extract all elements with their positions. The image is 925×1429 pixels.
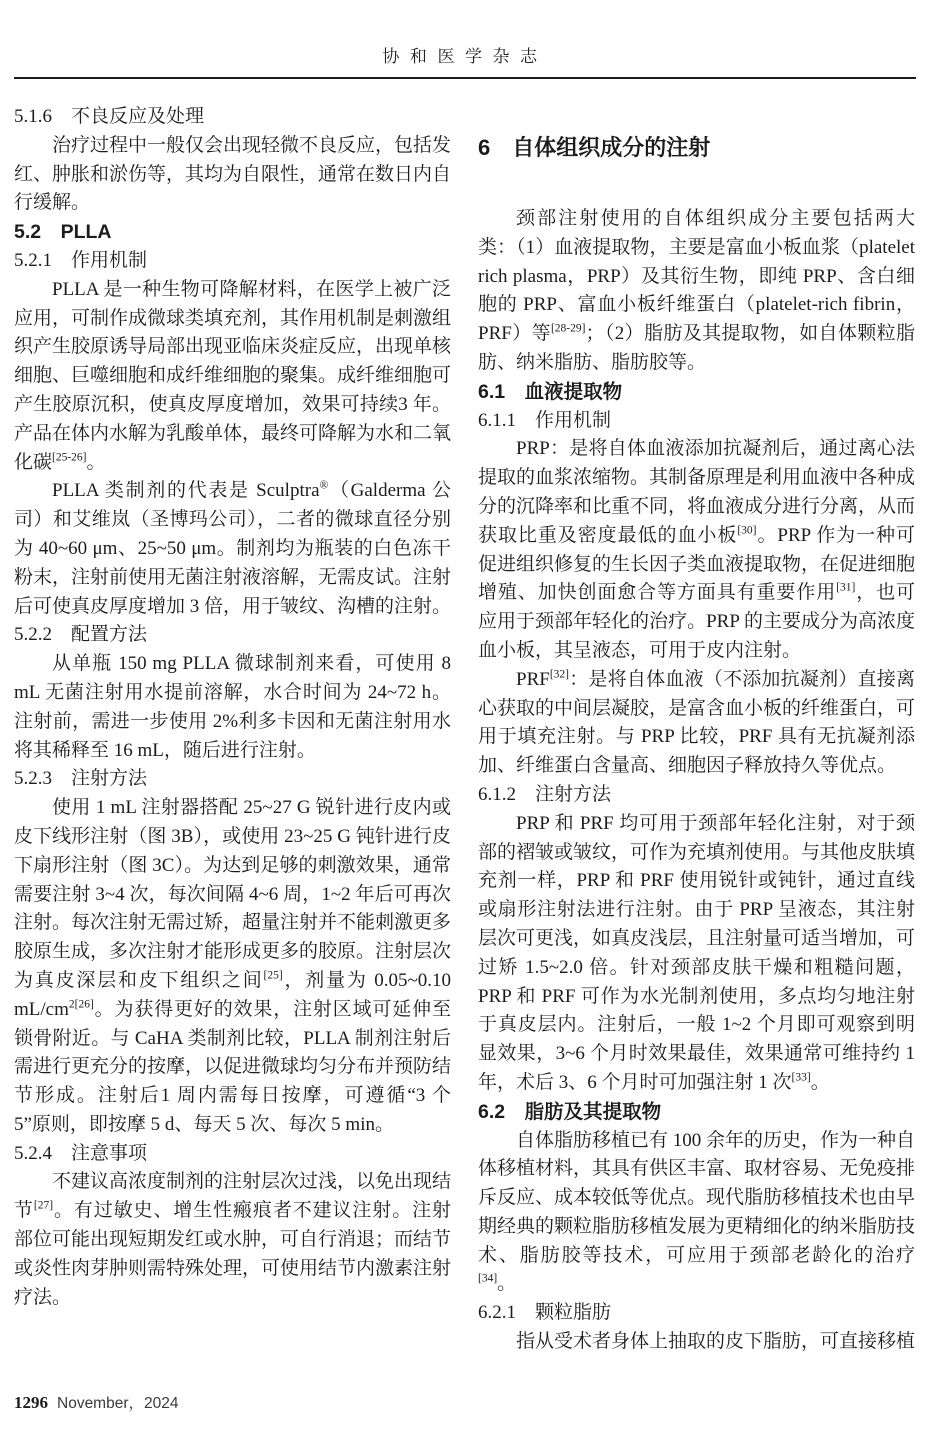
paragraph: 使用 1 mL 注射器搭配 25~27 G 锐针进行皮内或皮下线形注射（图 3B），或使用 23~25 G 钝针进行皮下扇形注射（图 3C）。为达到足够的刺激效果，通常需要注射 3~4 次，每次间隔 4~6 周，1~2 年后可再次注射。每次注射无需过矫，超量注射并不能刺激更多胶原生成，多次注射才能形成更多的胶原。注射层次为真皮深层和皮下组织之间[25]，剂量为 0.05~0.10 mL/cm$^{2[26]}$。为获得更好的效果，注射区域可延伸至锁骨附近。与 CaHA 类制剂比较，PLLA 制剂注射后需进行更充分的按摩，以促进微球均匀分布并预防结节形成。注射后1 周内需每日按摩，可遵循“3 个 5”原则，即按摩 5 d、每天 5 次、每次 5 min。	[14, 797, 452, 1135]
citation-ref: [25-26]	[52, 451, 87, 464]
subsubsection-heading: 5.2.1 作用机制	[14, 249, 148, 271]
paragraph: 治疗过程中一般仅会出现轻微不良反应，包括发红、肿胀和淤伤等，其均为自限性，通常在数日内自行缓解。	[14, 134, 452, 214]
paragraph: PRP 和 PRF 均可用于颈部年轻化注射，对于颈部的褶皱或皱纹，可作为充填剂使用。与其他皮肤填充剂一样，PRP 和 PRF 使用锐针或钝针，通过直线或扇形注射法进行注射。由于 PRP 呈液态，其注射层次可更浅，如真皮浅层，且注射量可适当增加，可过矫 1.5~2.0 倍。针对颈部皮肤干燥和粗糙问题，PRP 和 PRF 可作为水光制剂使用，多点均匀地注射于真皮层内。注射后，一般 1~2 个月即可观察到明显效果，3~6 个月时效果最佳，效果通常可维持约 1 年，术后 3、6 个月时可加强注射 1 次[33]。	[478, 812, 916, 1093]
subsubsection-heading: 5.2.2 配置方法	[14, 624, 148, 646]
citation-ref: [31]	[836, 582, 856, 595]
subsection-heading: 6.2 脂肪及其提取物	[478, 1100, 662, 1123]
subsubsection-heading: 6.1.1 作用机制	[478, 409, 612, 431]
paragraph: PLLA 类制剂的代表是 Sculptra®（Galderma 公司）和艾维岚（圣博玛公司），二者的微球直径分别为 40~60 μm、25~50 μm。制剂均为瓶装的白色冻干粉末，注射前使用无菌注射液溶解，无需皮试。注射后可使真皮厚度增加 3 倍，用于皱纹、沟槽的注射。	[14, 480, 452, 617]
citation-ref: ®	[319, 480, 329, 493]
paragraph: 颈部注射使用的自体组织成分主要包括两大类：（1）血液提取物，主要是富血小板血浆（platelet rich plasma，PRP）及其衍生物，即纯 PRP、含白细胞的 PRP、富血小板纤维蛋白（platelet-rich fibrin，PRF）等[28-29]；（2）脂肪及其提取物，如自体颗粒脂肪、纳米脂肪、脂肪胶等。	[478, 208, 915, 373]
section-heading: 6 自体组织成分的注射	[478, 135, 711, 160]
issue-date: November，2024	[57, 1395, 179, 1412]
citation-ref: [33]	[791, 1071, 811, 1084]
citation-ref: [25]	[263, 969, 283, 982]
paragraph: 从单瓶 150 mg PLLA 微球制剂来看，可使用 8 mL 无菌注射用水提前溶解，水合时间为 24~72 h。注射前，需进一步使用 2%利多卡因和无菌注射用水将其稀释至 16 mL，随后进行注射。	[14, 653, 451, 761]
article-body	[14, 103, 916, 1357]
paragraph: 不建议高浓度制剂的注射层次过浅，以免出现结节[27]。有过敏史、增生性瘢痕者不建议注射。注射部位可能出现短期发红或水肿，可自行消退；而结节或炎性肉芽肿则需特殊处理，可使用结节内激素注射疗法。	[14, 1171, 452, 1308]
subsubsection-heading: 6.2.1 颗粒脂肪	[478, 1302, 612, 1324]
subsubsection-heading: 5.2.3 注射方法	[14, 768, 148, 790]
page-number: 1296	[14, 1393, 48, 1412]
subsubsection-heading: 5.1.6 不良反应及处理	[14, 106, 205, 127]
header-rule	[14, 77, 916, 79]
right-column	[478, 103, 915, 1357]
page-header	[14, 0, 916, 79]
subsection-heading: 5.2 PLLA	[14, 221, 112, 244]
paragraph: 自体脂肪移植已有 100 余年的历史，作为一种自体移植材料，其具有供区丰富、取材容易、无免疫排斥反应、成本较低等优点。现代脂肪移植技术也由早期经典的颗粒脂肪移植发展为更精细化的纳米脂肪技术、脂肪胶等技术，可应用于颈部老龄化的治疗[34]。	[478, 1129, 916, 1295]
left-column	[14, 103, 451, 1357]
subsubsection-heading: 5.2.4 注意事项	[14, 1142, 148, 1164]
citation-ref: [34]	[478, 1273, 498, 1286]
citation-ref: 2[26]	[68, 998, 94, 1011]
subsubsection-heading: 6.1.2 注射方法	[478, 783, 612, 805]
paragraph: PRP：是将自体血液添加抗凝剂后，通过离心法提取的血浆浓缩物。其制备原理是利用血液中各种成分的沉降率和比重不同，将血液成分进行分离，从而获取比重及密度最低的血小板[30]。PRP 作为一种可促进组织修复的生长因子类血液提取物，在促进细胞增殖、加快创面愈合等方面具有重要作用[31]，也可应用于颈部年轻化的治疗。PRP 的主要成分为高浓度血小板，其呈液态，可用于皮内注射。	[478, 438, 916, 661]
subsection-heading: 6.1 血液提取物	[478, 380, 623, 403]
paragraph: PRF[32]：是将自体血液（不添加抗凝剂）直接离心获取的中间层凝胶，是富含血小板的纤维蛋白，可用于填充注射。与 PRP 比较，PRF 具有无抗凝剂添加、纤维蛋白含量高、细胞因子释放持久等优点。	[478, 668, 916, 777]
citation-ref: [27]	[33, 1199, 54, 1212]
citation-ref: [32]	[549, 668, 569, 681]
page-footer	[14, 1391, 178, 1413]
citation-ref: [28-29]	[550, 322, 586, 335]
paragraph: 指从受术者身体上抽取的皮下脂肪，可直接移植	[516, 1331, 916, 1353]
journal-title: 协和医学杂志	[382, 47, 548, 66]
paragraph: PLLA 是一种生物可降解材料，在医学上被广泛应用，可制作成微球类填充剂，其作用机制是刺激组织产生胶原诱导局部出现亚临床炎症反应，出现单核细胞、巨噬细胞和成纤维细胞的聚集。成纤维细胞可产生胶原沉积，使真皮厚度增加，效果可持续3 年。产品在体内水解为乳酸单体，最终可降解为水和二氧化碳[25-26]。	[14, 278, 452, 473]
citation-ref: [30]	[737, 524, 757, 537]
